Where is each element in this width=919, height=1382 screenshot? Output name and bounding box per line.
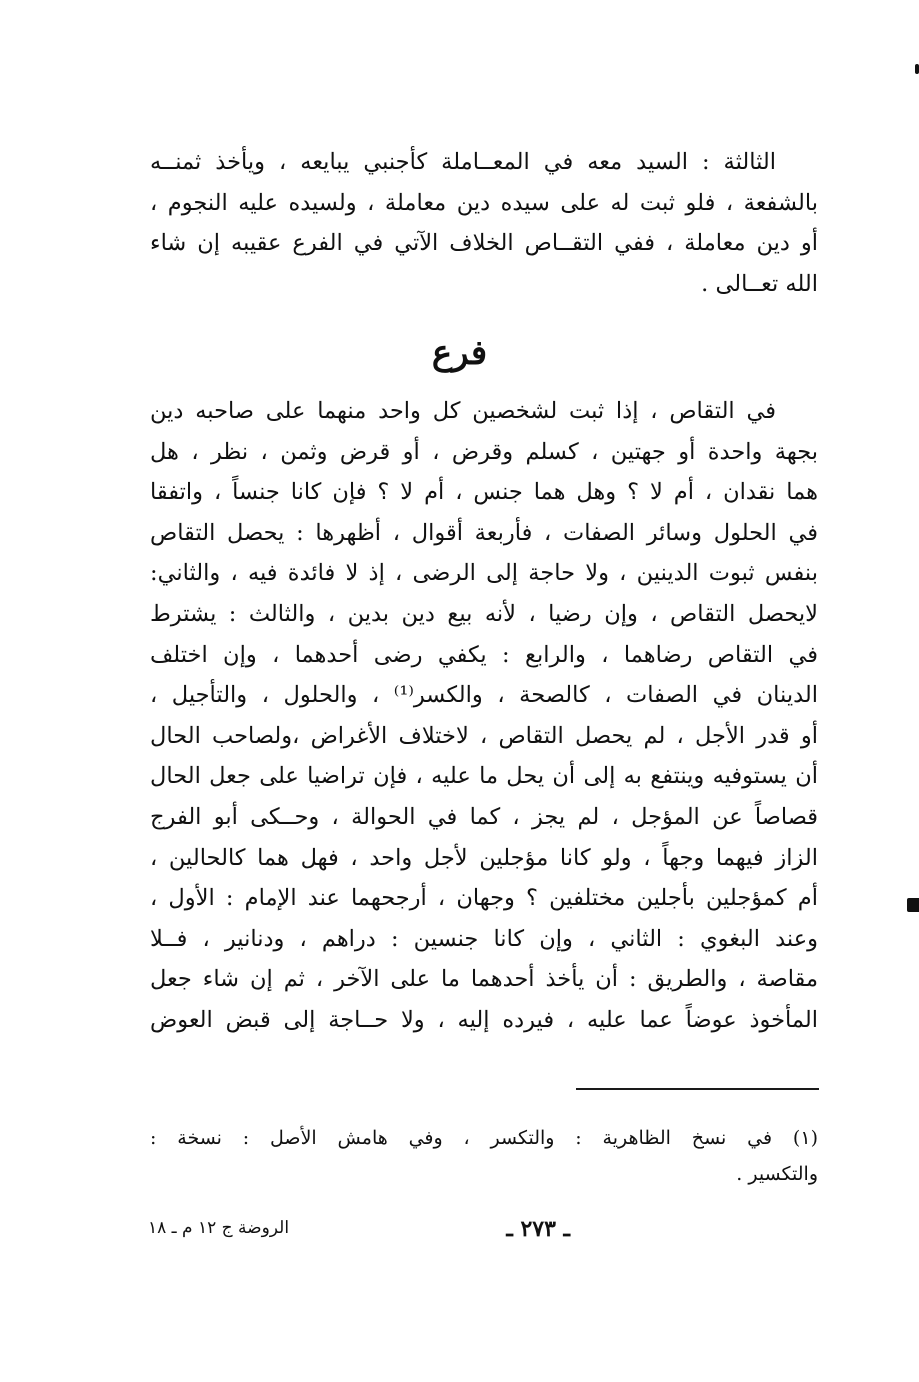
text-line: بالشفعة ، فلو ثبت له على سيده دين معاملة ، ولسيده عليه النجوم ،: [150, 189, 818, 216]
text-line: الثالثة : السيد معه في المعــاملة كأجنبي يبايعه ، ويأخذ ثمنــه: [150, 149, 776, 175]
section-heading: فرع: [431, 333, 488, 373]
text-line: وعند البغوي : الثاني ، وإن كانا جنسين : دراهم ، ودنانير ، فــلا: [150, 925, 818, 952]
page-number: ـ ٢٧٣ ـ: [506, 1216, 570, 1242]
footnote-separator: [576, 1088, 819, 1090]
text-line: لايحصل التقاص ، وإن رضيا ، لأنه بيع دين بدين ، والثالث : يشترط: [150, 600, 818, 627]
page-footer: [140, 1216, 820, 1246]
text-line: بنفس ثبوت الدينين ، ولا حاجة إلى الرضى ، إذ لا فائدة فيه ، والثاني:: [150, 560, 818, 587]
text-line: أم كمؤجلين بأجلين مختلفين ؟ وجهان ، أرجحهما عند الإمام : الأول ،: [150, 885, 818, 912]
text-line: الله تعــالى .: [701, 270, 818, 297]
text-line: هما نقدان ، أم لا ؟ وهل هما جنس ، أم لا ؟ فإن كانا جنساً ، واتفقا: [150, 479, 818, 506]
text-line: في التقاص ، إذا ثبت لشخصين كل واحد منهما على صاحبه دين: [150, 398, 776, 424]
text-line: أن يستوفيه وينتفع به إلى أن يحل ما عليه ، فإن تراضيا على جعل الحال: [150, 763, 818, 790]
text-line: بجهة واحدة أو جهتين ، كسلم وقرض ، أو قرض وثمن ، نظر ، هل: [150, 438, 818, 465]
scan-margin-mark: [907, 898, 919, 912]
text-line: المأخوذ عوضاً عما عليه ، فيرده إليه ، ولا حــاجة إلى قبض العوض: [150, 1006, 818, 1033]
text-line: في التقاص رضاهما ، والرابع : يكفي رضى أحدهما ، وإن اختلف: [150, 641, 818, 668]
text-line: مقاصة ، والطريق : أن يأخذ أحدهما ما على الآخر ، ثم إن شاء جعل: [150, 966, 818, 993]
text-line: في الحلول وسائر الصفات ، فأربعة أقوال ، أظهرها : يحصل التقاص: [150, 519, 818, 546]
paragraph-al-thalitha: [150, 142, 818, 304]
footnote-line: (١) في نسخ الظاهرية : والتكسر ، وفي هامش الأصل : نسخة :: [150, 1127, 818, 1149]
text-line: قصاصاً عن المؤجل ، لم يجز ، كما في الحوالة ، وحــكى أبو الفرج: [150, 803, 818, 830]
text-line: أو قدر الأجل ، لم يحصل التقاص ، لاختلاف الأغراض ،ولصاحب الحال: [150, 722, 818, 749]
footnote-line: والتكسير .: [736, 1163, 818, 1185]
paragraph-far: [150, 391, 818, 1041]
book-reference: الروضة ج ١٢ م ـ ١٨: [148, 1218, 290, 1238]
text-line: أو دين معاملة ، ففي التقــاص الخلاف الآتي في الفرع عقيبه إن شاء: [150, 230, 818, 257]
footnote: [150, 1120, 818, 1192]
text-line: الدينان في الصفات ، كالصحة ، والكسر⁽¹⁾ ، والحلول ، والتأجيل ،: [150, 682, 818, 709]
scan-margin-mark: [915, 64, 919, 74]
text-line: الزاز فيهما وجهاً ، ولو كانا مؤجلين لأجل واحد ، فهل هما كالحالين ،: [150, 844, 818, 871]
